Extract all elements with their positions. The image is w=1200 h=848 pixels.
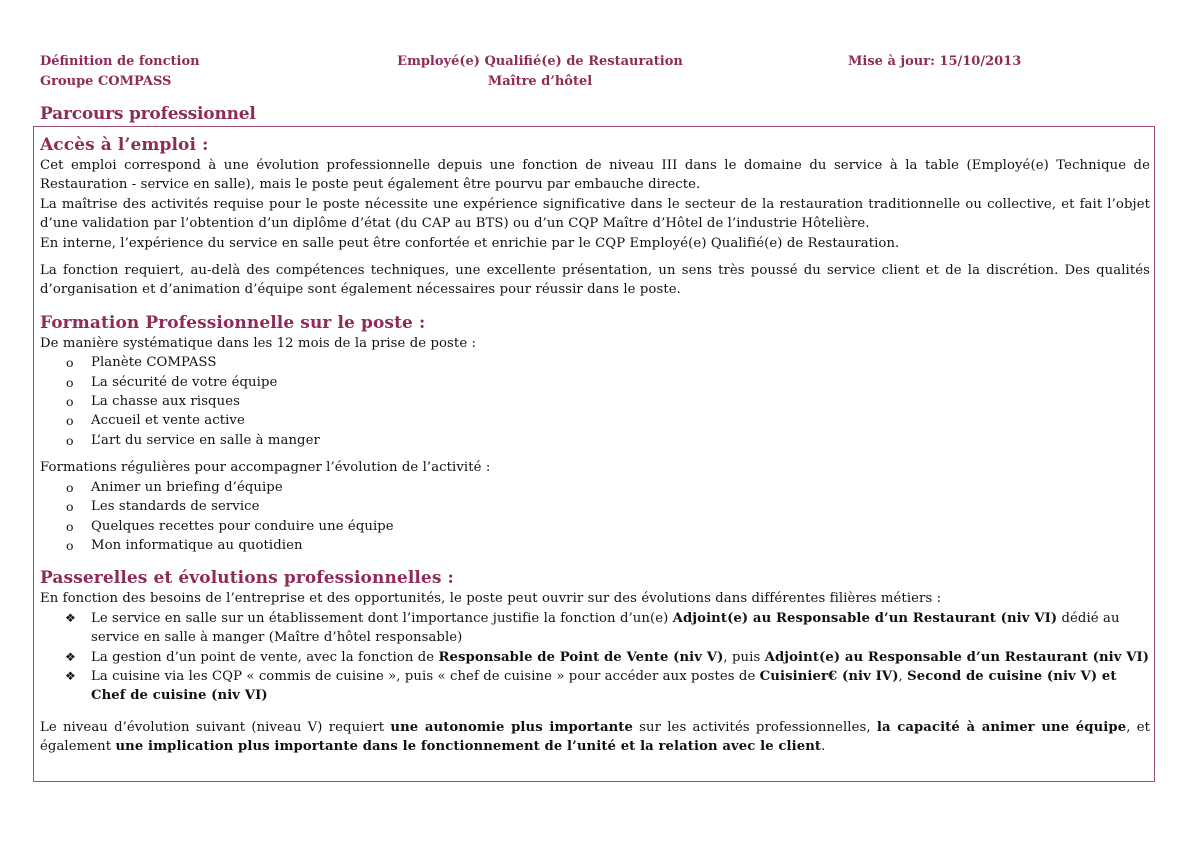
update-date: Mise à jour: 15/10/2013: [848, 54, 1022, 69]
section-passerelles: [40, 567, 1150, 756]
list-item: o Les standards de service: [40, 497, 1150, 516]
training-list-regular: [40, 478, 1150, 556]
section-acces-emploi: [40, 134, 1150, 300]
section-title: Formation Professionnelle sur le poste :: [40, 312, 426, 333]
job-subtitle: Maître d’hôtel: [487, 74, 593, 89]
page-title: Parcours professionnel: [40, 104, 256, 124]
paragraph: La fonction requiert, au-delà des compétences techniques, une excellente présentation, un sens très poussé du service client et de la discrétion. Des qualités d’organisation et d’animation d’équipe sont également nécessaires pour réussir dans le poste.: [40, 263, 1150, 298]
doc-type: Définition de fonction: [40, 54, 200, 69]
list-intro: Formations régulières pour accompagner l’évolution de l’activité :: [40, 460, 491, 476]
list-item: o Planète COMPASS: [40, 353, 1150, 372]
list-item: o Quelques recettes pour conduire une équipe: [40, 517, 1150, 536]
list-item: ❖ La cuisine via les CQP « commis de cuisine », puis « chef de cuisine » pour accéder aux postes de Cuisinier€ (niv IV), Second de cuisine (niv V) et Chef de cuisine (niv VI): [40, 667, 1150, 706]
list-item: o Accueil et vente active: [40, 411, 1150, 430]
list-item: ❖ Le service en salle sur un établissement dont l’importance justifie la fonction d’un(e) Adjoint(e) au Responsable d’un Restaurant (niv VI) dédié au service en salle à manger (Maître d’hôtel responsable): [40, 609, 1150, 648]
evolution-list: [40, 609, 1150, 706]
paragraph: La maîtrise des activités requise pour le poste nécessite une expérience significative dans le secteur de la restauration traditionnelle ou collective, et fait l’objet d’une validation par l’obtention d’un diplôme d’état (du CAP au BTS) ou d’un CQP Maître d’Hôtel de l’industrie Hôtelière.: [40, 196, 1150, 232]
list-item: o Animer un briefing d’équipe: [40, 478, 1150, 497]
section-title: Accès à l’emploi :: [40, 135, 209, 155]
paragraph: Cet emploi correspond à une évolution professionnelle depuis une fonction de niveau III dans le domaine du service à la table (Employé(e) Technique de Restauration - service en salle), mais le poste peut également être pourvu par embauche directe.: [40, 158, 1150, 193]
conclusion-paragraph: Le niveau d’évolution suivant (niveau V) requiert une autonomie plus importante sur les activités professionnelles, la capacité à animer une équipe, et également une implication plus importante dans le fonctionnement de l’unité et la relation avec le client.: [40, 719, 1150, 755]
paragraph: En interne, l’expérience du service en salle peut être confortée et enrichie par le CQP Employé(e) Qualifié(e) de Restauration.: [40, 235, 900, 251]
list-intro: De manière systématique dans les 12 mois de la prise de poste :: [40, 335, 477, 351]
section-formation: [40, 312, 1150, 555]
list-item: o La sécurité de votre équipe: [40, 373, 1150, 392]
list-item: o Mon informatique au quotidien: [40, 536, 1150, 555]
job-title: Employé(e) Qualifié(e) de Restauration: [397, 54, 683, 69]
doc-header-center: [360, 52, 720, 92]
list-item: ❖ La gestion d’un point de vente, avec la fonction de Responsable de Point de Vente (niv V), puis Adjoint(e) au Responsable d’un Restaurant (niv VI): [40, 648, 1150, 667]
training-list-initial: [40, 353, 1150, 450]
section-title: Passerelles et évolutions professionnelles :: [40, 568, 454, 589]
list-item: o L’art du service en salle à manger: [40, 431, 1150, 450]
list-intro: En fonction des besoins de l’entreprise et des opportunités, le poste peut ouvrir sur des évolutions dans différentes filières métiers :: [40, 591, 942, 607]
list-item: o La chasse aux risques: [40, 392, 1150, 411]
content-body: [40, 134, 1150, 757]
doc-header-left: [40, 52, 200, 92]
company-name: Groupe COMPASS: [40, 74, 172, 89]
